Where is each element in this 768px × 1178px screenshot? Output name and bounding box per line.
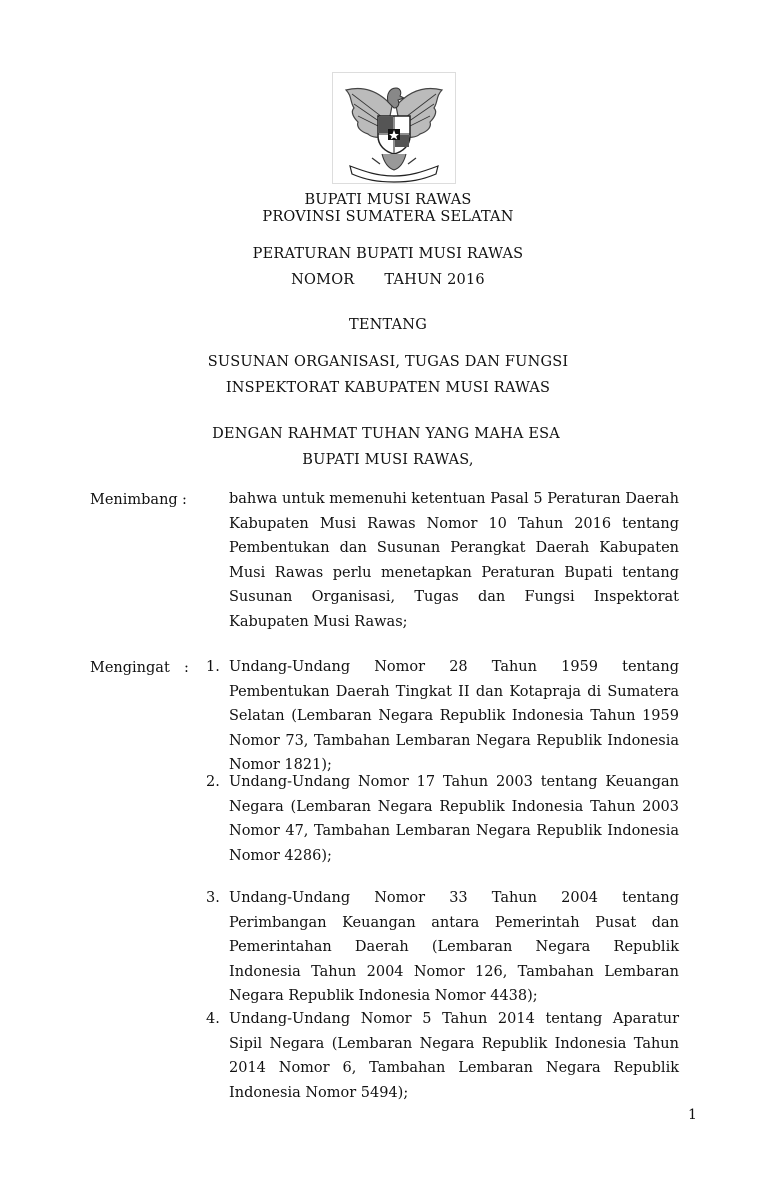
item-text: Undang-Undang Nomor 5 Tahun 2014 tentang Aparatur Sipil Negara (Lembaran Negara Republik Indonesia Tahun 2014 Nomor 6, Tambahan Lembaran Negara Republik Indonesia Nomor 5494); [229,1011,679,1101]
item-number: 2. [206,774,220,790]
garuda-pancasila-emblem-icon [332,72,456,184]
menimbang-text: bahwa untuk memenuhi ketentuan Pasal 5 Peraturan Daerah Kabupaten Musi Rawas Nomor 10 Tahun 2016 tentang Pembentukan dan Susunan Perangkat Daerah Kabupaten Musi Rawas perlu menetapkan Peraturan Bupati tentang Susunan Organisasi, Tugas dan Fungsi Inspektorat Kabupaten Musi Rawas; [229,491,679,630]
regulation-number [4,272,768,288]
mengingat-colon: : [184,660,189,676]
subject-line-2: INSPEKTORAT KABUPATEN MUSI RAWAS [225,380,551,396]
item-text: Undang-Undang Nomor 17 Tahun 2003 tentang Keuangan Negara (Lembaran Negara Republik Indonesia Tahun 2003 Nomor 47, Tambahan Lembaran Negara Republik Indonesia Nomor 4286); [229,774,679,864]
header-bupati: BUPATI MUSI RAWAS [304,192,472,208]
item-text: Undang-Undang Nomor 33 Tahun 2004 tentang Perimbangan Keuangan antara Pemerintah Pusat dan Pemerintahan Daerah (Lembaran Negara Republik Indonesia Tahun 2004 Nomor 126, Tambahan Lembaran Negara Republik Indonesia Nomor 4438); [229,890,679,1004]
tahun-label: TAHUN 2016 [384,272,485,288]
item-number: 4. [206,1011,220,1027]
mengingat-label: Mengingat [90,660,170,676]
menimbang-colon: : [182,492,187,508]
nomor-label: NOMOR [291,272,355,288]
subject-line-1: SUSUNAN ORGANISASI, TUGAS DAN FUNGSI [207,354,569,370]
item-text: Undang-Undang Nomor 28 Tahun 1959 tentang Pembentukan Daerah Tingkat II dan Kotapraja di Sumatera Selatan (Lembaran Negara Republik Indonesia Tahun 1959 Nomor 73, Tambahan Lembaran Negara Republik Indonesia Nomor 1821); [229,659,679,773]
blessing-line: DENGAN RAHMAT TUHAN YANG MAHA ESA [212,426,560,442]
regent-line: BUPATI MUSI RAWAS, [302,452,474,468]
item-number: 3. [206,890,220,906]
header-province: PROVINSI SUMATERA SELATAN [262,209,514,225]
page-number: 1 [688,1107,697,1123]
menimbang-label: Menimbang [90,492,178,508]
item-number: 1. [206,659,220,675]
regulation-title: PERATURAN BUPATI MUSI RAWAS [252,246,524,262]
tentang-heading: TENTANG [349,317,427,333]
